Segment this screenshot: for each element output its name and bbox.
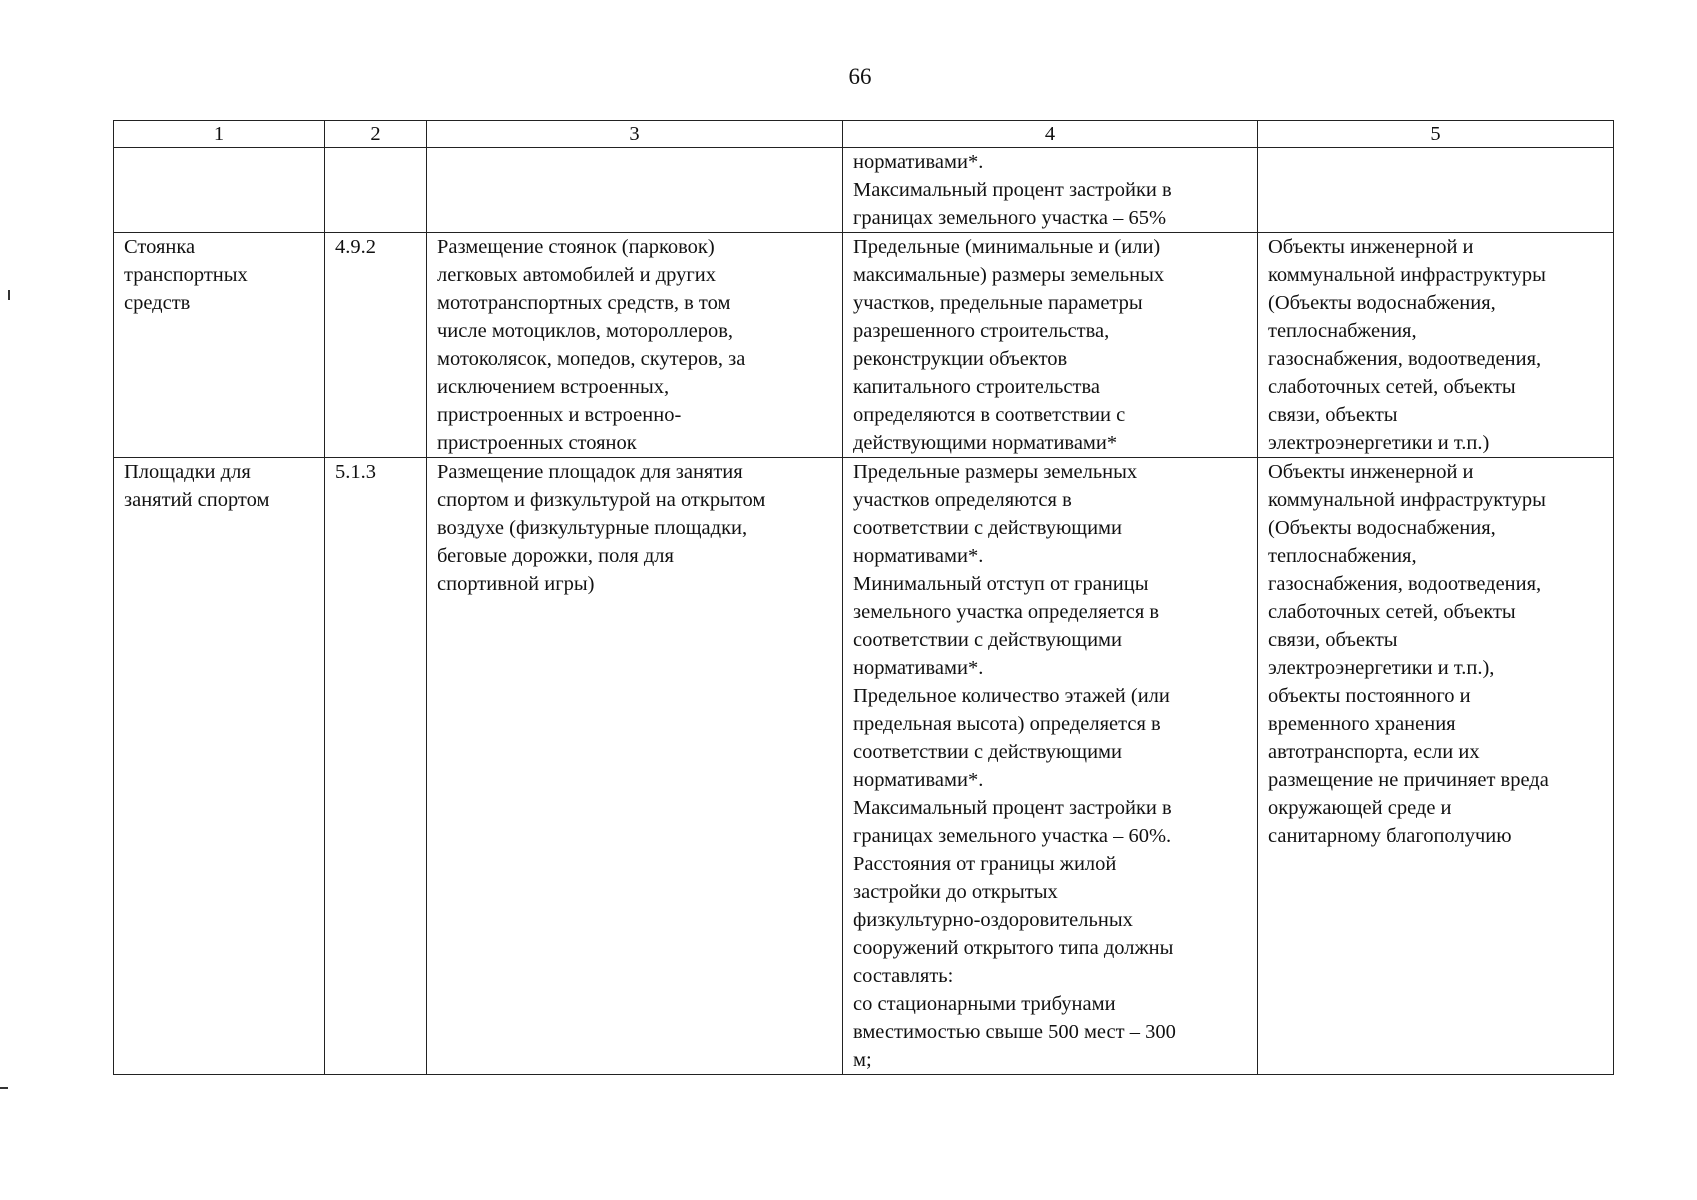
text-line: пристроенных и встроенно-	[437, 404, 682, 426]
cell-parameters	[843, 458, 1258, 1075]
text-line: Стоянка	[124, 236, 196, 258]
text-line: электроэнергетики и т.п.),	[1268, 657, 1495, 679]
text-line: Максимальный процент застройки в	[853, 797, 1172, 819]
text-line: определяются в соответствии с	[853, 404, 1126, 426]
text-line: пристроенных стоянок	[437, 432, 637, 454]
text-line: слаботочных сетей, объекты	[1268, 376, 1516, 398]
table-header-row	[114, 121, 1614, 148]
text-line: (Объекты водоснабжения,	[1268, 292, 1496, 314]
text-line: транспортных	[124, 264, 248, 286]
text-line: нормативами*.	[853, 657, 984, 679]
table-row	[114, 458, 1614, 1075]
text-line: капитального строительства	[853, 376, 1100, 398]
text-line: мотоколясок, мопедов, скутеров, за	[437, 348, 746, 370]
text-line: мототранспортных средств, в том	[437, 292, 731, 314]
cell-auxiliary	[1258, 148, 1614, 233]
text-line: теплоснабжения,	[1268, 320, 1417, 342]
cell-auxiliary	[1258, 233, 1614, 458]
text-line: воздухе (физкультурные площадки,	[437, 517, 748, 539]
text-line: границах земельного участка – 60%.	[853, 825, 1172, 847]
text-line: коммунальной инфраструктуры	[1268, 489, 1546, 511]
text-line: исключением встроенных,	[437, 376, 670, 398]
text-line: автотранспорта, если их	[1268, 741, 1480, 763]
text-line: Максимальный процент застройки в	[853, 179, 1172, 201]
cell-description	[427, 233, 843, 458]
text-line: соответствии с действующими	[853, 741, 1122, 763]
text-line: границах земельного участка – 65%	[853, 207, 1167, 229]
cell-code	[325, 148, 427, 233]
text-line: участков, предельные параметры	[853, 292, 1143, 314]
text-line: легковых автомобилей и других	[437, 264, 716, 286]
text-line: нормативами*.	[853, 769, 984, 791]
text-line: слаботочных сетей, объекты	[1268, 601, 1516, 623]
cell-name	[114, 148, 325, 233]
text-line: вместимостью свыше 500 мест – 300	[853, 1021, 1176, 1043]
text-line: средств	[124, 292, 191, 314]
text-line: занятий спортом	[124, 489, 270, 511]
text-line: нормативами*.	[853, 545, 984, 567]
text-line: м;	[853, 1049, 872, 1071]
column-header: 2	[325, 121, 427, 148]
text-line: составлять:	[853, 965, 954, 987]
text-line: Предельные размеры земельных	[853, 461, 1138, 483]
text-line: газоснабжения, водоотведения,	[1268, 348, 1542, 370]
text-line: связи, объекты	[1268, 629, 1398, 651]
text-line: максимальные) размеры земельных	[853, 264, 1165, 286]
text-line: газоснабжения, водоотведения,	[1268, 573, 1542, 595]
text-line: соответствии с действующими	[853, 517, 1122, 539]
cell-parameters	[843, 148, 1258, 233]
text-line: окружающей среде и	[1268, 797, 1452, 819]
column-header: 3	[427, 121, 843, 148]
text-line: соответствии с действующими	[853, 629, 1122, 651]
cell-description	[427, 148, 843, 233]
text-line: участков определяются в	[853, 489, 1072, 511]
text-line: коммунальной инфраструктуры	[1268, 264, 1546, 286]
text-line: земельного участка определяется в	[853, 601, 1160, 623]
table-row	[114, 233, 1614, 458]
cell-name	[114, 233, 325, 458]
text-line: Размещение стоянок (парковок)	[437, 236, 715, 258]
text-line: объекты постоянного и	[1268, 685, 1471, 707]
cell-auxiliary	[1258, 458, 1614, 1075]
text-line: спортивной игры)	[437, 573, 595, 595]
text-line: (Объекты водоснабжения,	[1268, 517, 1496, 539]
text-line: Размещение площадок для занятия	[437, 461, 743, 483]
text-line: нормативами*.	[853, 151, 984, 173]
text-line: размещение не причиняет вреда	[1268, 769, 1549, 791]
table-row	[114, 148, 1614, 233]
text-line: Расстояния от границы жилой	[853, 853, 1117, 875]
cell-code: 4.9.2	[325, 233, 427, 458]
text-line: застройки до открытых	[853, 881, 1058, 903]
text-line: Минимальный отступ от границы	[853, 573, 1149, 595]
text-line: связи, объекты	[1268, 404, 1398, 426]
text-line: реконструкции объектов	[853, 348, 1068, 370]
text-line: временного хранения	[1268, 713, 1456, 735]
cell-name	[114, 458, 325, 1075]
column-header: 1	[114, 121, 325, 148]
text-line: беговые дорожки, поля для	[437, 545, 674, 567]
text-line: предельная высота) определяется в	[853, 713, 1161, 735]
text-line: теплоснабжения,	[1268, 545, 1417, 567]
text-line: Объекты инженерной и	[1268, 236, 1474, 258]
text-line: Объекты инженерной и	[1268, 461, 1474, 483]
margin-tick	[8, 290, 10, 300]
text-line: спортом и физкультурой на открытом	[437, 489, 766, 511]
cell-code: 5.1.3	[325, 458, 427, 1075]
cell-description	[427, 458, 843, 1075]
text-line: сооружений открытого типа должны	[853, 937, 1174, 959]
zoning-table	[113, 120, 1614, 1075]
column-header: 4	[843, 121, 1258, 148]
text-line: числе мотоциклов, мотороллеров,	[437, 320, 734, 342]
column-header: 5	[1258, 121, 1614, 148]
text-line: электроэнергетики и т.п.)	[1268, 432, 1490, 454]
cell-parameters	[843, 233, 1258, 458]
text-line: со стационарными трибунами	[853, 993, 1116, 1015]
text-line: Площадки для	[124, 461, 251, 483]
margin-tick	[0, 1087, 8, 1089]
text-line: Предельные (минимальные и (или)	[853, 236, 1161, 258]
text-line: Предельное количество этажей (или	[853, 685, 1170, 707]
text-line: санитарному благополучию	[1268, 825, 1512, 847]
text-line: действующими нормативами*	[853, 432, 1118, 454]
page-number: 66	[848, 64, 872, 89]
text-line: разрешенного строительства,	[853, 320, 1110, 342]
text-line: физкультурно-оздоровительных	[853, 909, 1133, 931]
